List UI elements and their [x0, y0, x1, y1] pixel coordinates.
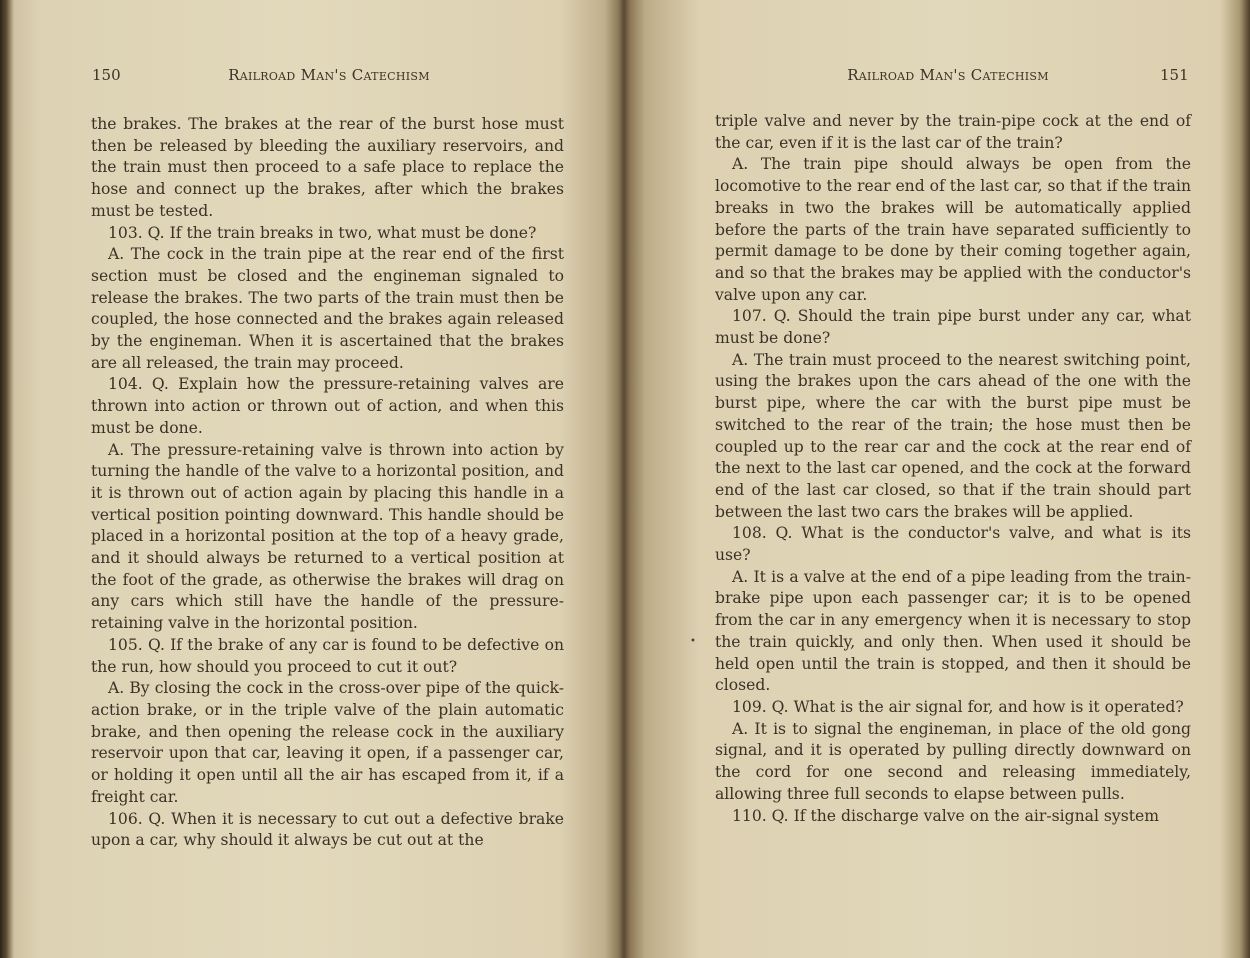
answer: A. It is to signal the engineman, in place of the old gong signal, and it is operated by pulling directly downward on the cord for one second and releasing immediately, allowing three full seconds to elapse between pulls. — [715, 719, 1191, 803]
page-number: 150 — [92, 66, 121, 84]
question: 110. Q. If the discharge valve on the air-signal system — [732, 806, 1159, 825]
page-text — [715, 111, 1191, 827]
running-head: Railroad Man's Catechism — [847, 66, 1049, 84]
page-number: 151 — [1160, 66, 1189, 84]
stray-mark: • — [690, 636, 696, 647]
right-page — [628, 0, 1250, 958]
question: 104. Q. Explain how the pressure-retaining valves are thrown into action or thrown out of action, and when this must be done. — [91, 375, 564, 437]
page-text — [91, 114, 564, 852]
answer: A. By closing the cock in the cross-over pipe of the quick-action brake, or in the triple valve of the plain automatic brake, and then opening the release cock in the auxiliary reservoir upon that car, leaving it open, if a passenger car, or holding it open until all the air has escaped from it, if a freight car. — [91, 679, 564, 806]
question: 109. Q. What is the air signal for, and how is it operated? — [732, 697, 1184, 716]
question: 106. Q. When it is necessary to cut out a defective brake upon a car, why should it always be cut out at the — [91, 809, 564, 850]
answer: A. The pressure-retaining valve is thrown into action by turning the handle of the valve to a horizontal position, and it is thrown out of action again by placing this handle in a vertical position pointing downward. This handle should be placed in a horizontal position at the top of a heavy grade, and it should always be returned to a vertical position at the foot of the grade, as otherwise the brakes will drag on any cars which still have the handle of the pressure-retaining valve in the horizontal position. — [91, 440, 564, 633]
left-page — [0, 0, 622, 958]
running-head: Railroad Man's Catechism — [228, 66, 430, 84]
paragraph: triple valve and never by the train-pipe cock at the end of the car, even if it is the last car of the train? — [715, 112, 1191, 152]
question: 107. Q. Should the train pipe burst under any car, what must be done? — [715, 307, 1191, 348]
question: 105. Q. If the brake of any car is found to be defective on the run, how should you proceed to cut it out? — [91, 635, 564, 676]
answer: A. The train pipe should always be open from the locomotive to the rear end of the last car, so that if the train breaks in two the brakes will be automatically applied before the parts of the train have separated sufficiently to permit damage to be done by their coming together again, and so that the brakes may be applied with the conductor's valve upon any car. — [715, 155, 1191, 304]
answer: A. The train must proceed to the nearest switching point, using the brakes upon the cars ahead of the one with the burst pipe, where the car with the burst pipe must be switched to the rear of the train; the hose must then be coupled up to the rear car and the cock at the rear end of the next to the last car opened, and the cock at the forward end of the last car closed, so that if the train should part between the last two cars the brakes will be applied. — [715, 350, 1191, 521]
answer: A. It is a valve at the end of a pipe leading from the train-brake pipe upon each passenger car; it is to be opened from the car in any emergency when it is necessary to stop the train quickly, and only then. When used it should be held open until the train is stopped, and then it should be closed. — [715, 567, 1191, 695]
question: 103. Q. If the train breaks in two, what must be done? — [108, 223, 537, 242]
paragraph: the brakes. The brakes at the rear of the burst hose must then be released by bleeding the auxiliary reservoirs, and the train must then proceed to a safe place to replace the hose and connect up the brakes, after which the brakes must be tested. — [91, 115, 564, 220]
answer: A. The cock in the train pipe at the rear end of the first section must be closed and the engineman signaled to release the brakes. The two parts of the train must then be coupled, the hose connected and the brakes again released by the engineman. When it is ascertained that the brakes are all released, the train may proceed. — [91, 245, 564, 372]
question: 108. Q. What is the conductor's valve, and what is its use? — [715, 524, 1191, 565]
